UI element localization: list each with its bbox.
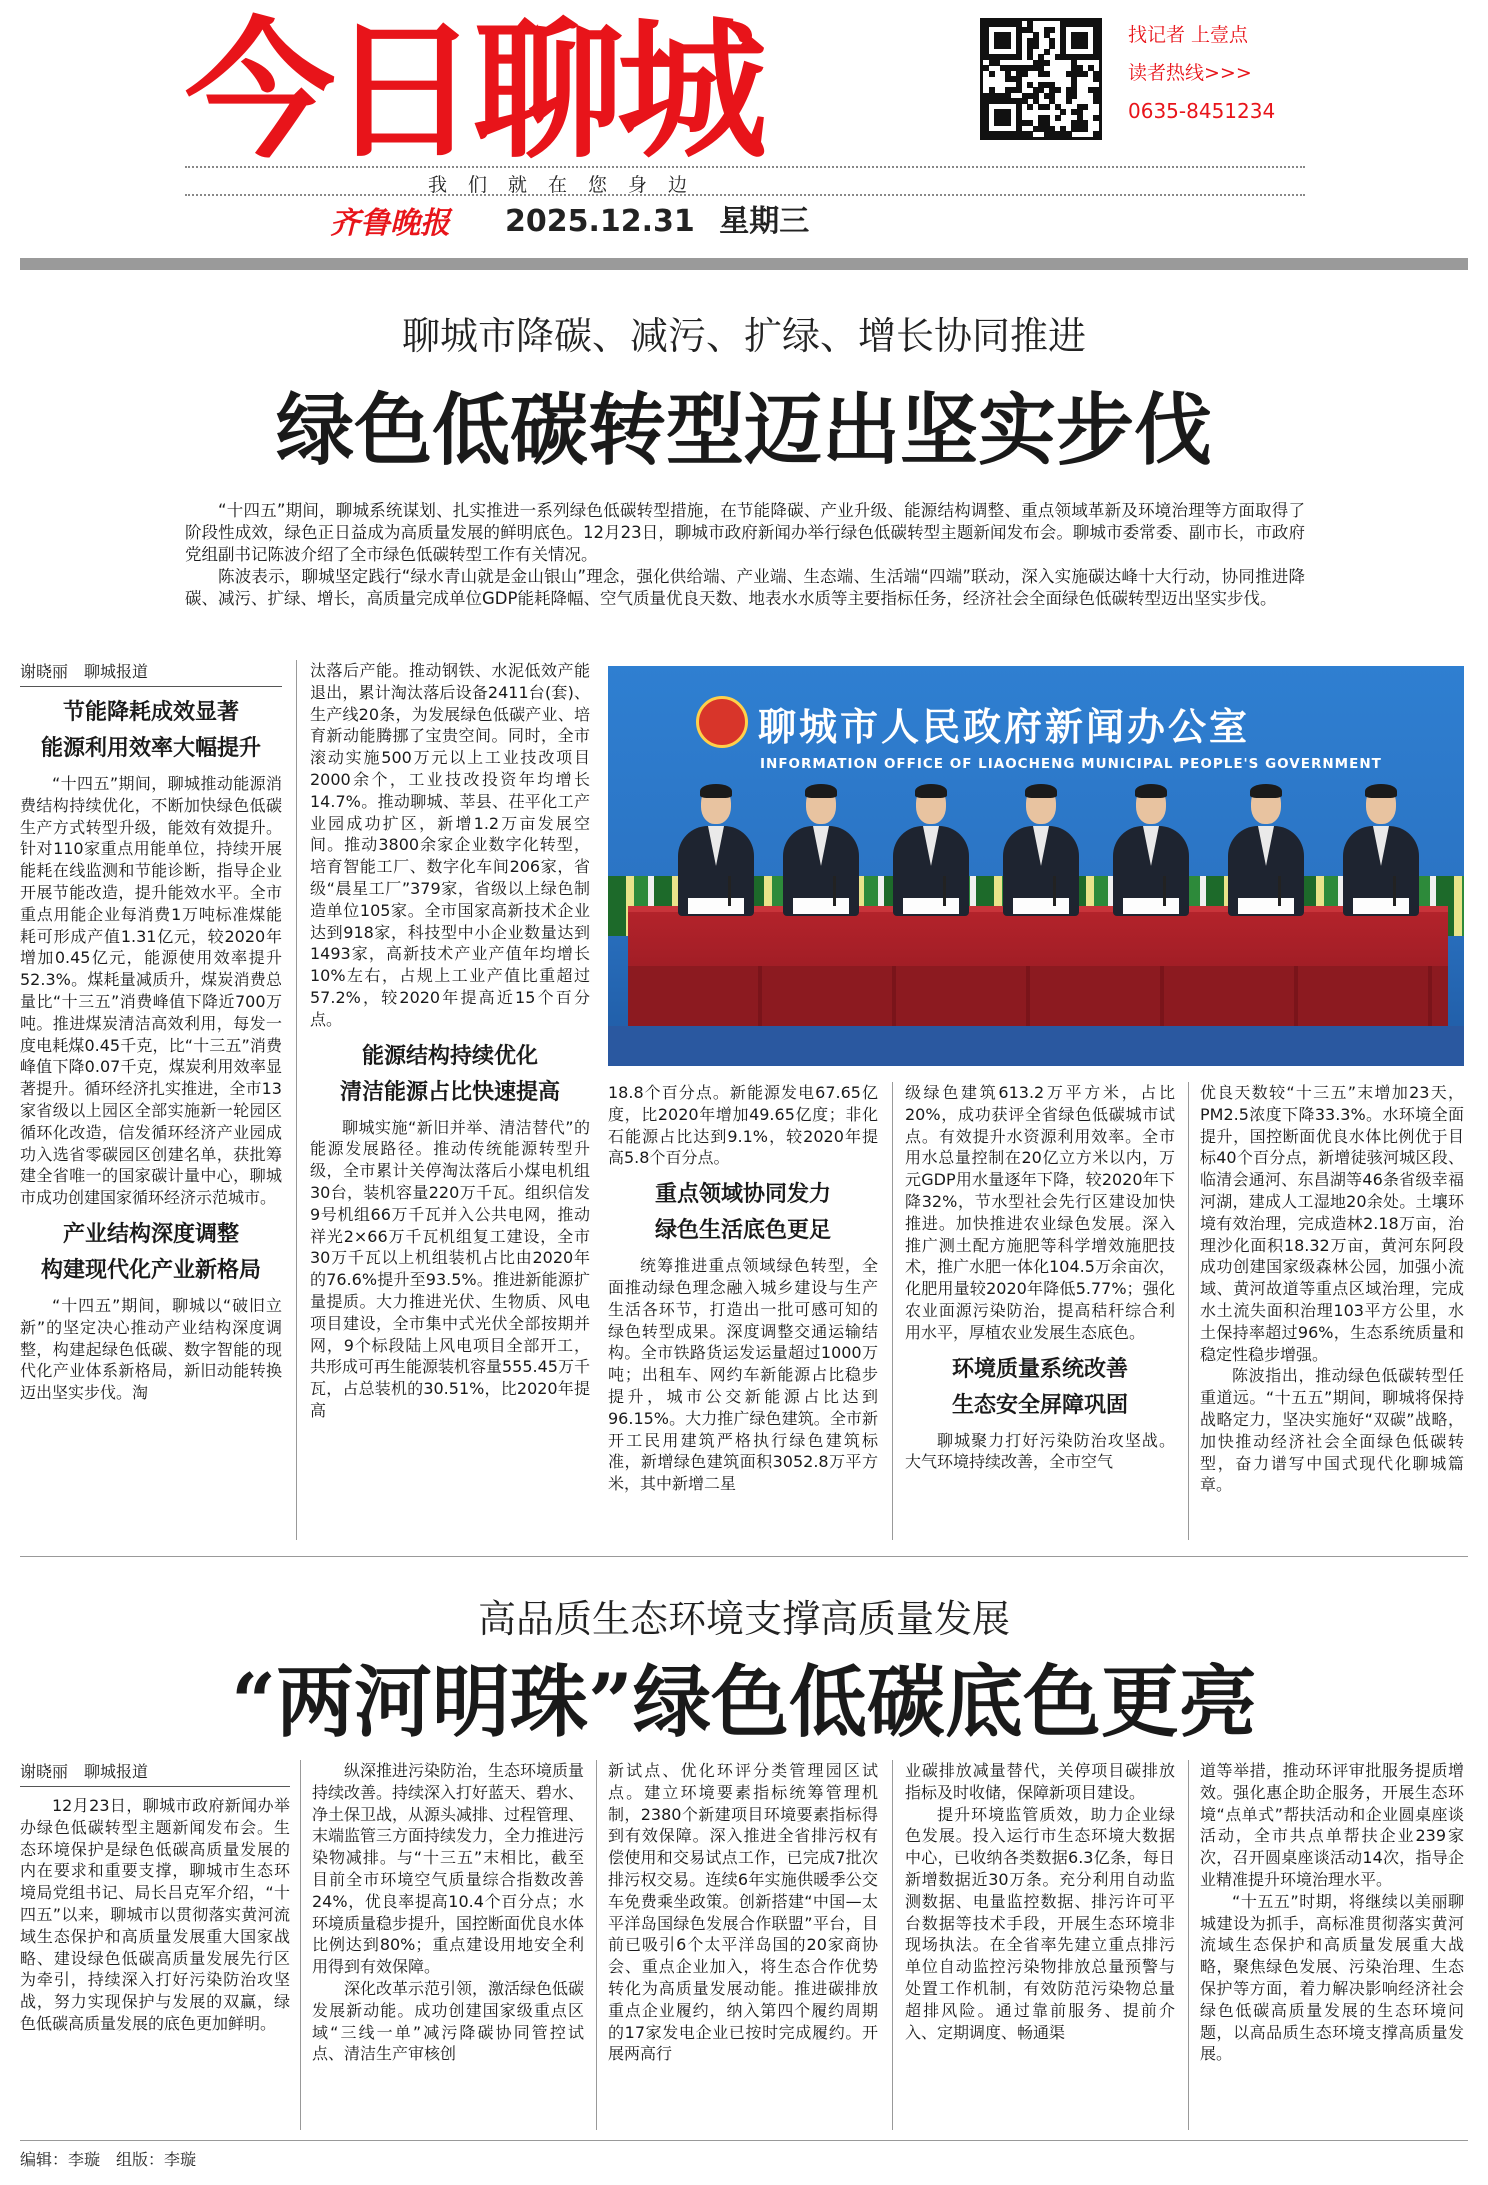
subheading-line: 绿色生活底色更足 [654, 1218, 831, 1244]
photo-backdrop-title: 聊城市人民政府新闻办公室 [758, 705, 1251, 749]
qr-module [1093, 76, 1099, 82]
subheading-line: 生态安全屏障巩固 [951, 1392, 1128, 1418]
article1-column-5 [1200, 1082, 1464, 1540]
section-divider [20, 1556, 1468, 1557]
body-paragraph: 纵深推进污染防治，生态环境质量持续改善。持续深入打好蓝天、碧水、净土保卫战，从源头减排、过程管理、末端监管三方面持续发力，全力推进污染物减排。与“十三五”末相比，截至目前全市环境空气质量综合指数改善24%，优良率提高10.4个百分点；水环境质量稳步提升，国控断面优良水体比例达到80%；重点建设用地安全利用得到有效保障。 [312, 1761, 584, 1977]
column-divider [892, 1760, 893, 2130]
qr-module [1066, 98, 1072, 104]
article1-column-3 [608, 1082, 878, 1540]
qr-module [1033, 43, 1039, 49]
article2-column-2 [312, 1760, 584, 2130]
article2-headline[interactable]: “两河明珠”绿色低碳底色更亮 [231, 1657, 1257, 1748]
article2-column-3 [608, 1760, 878, 2130]
lead-paragraph: “十四五”期间，聊城系统谋划、扎实推进一系列绿色低碳转型措施，在节能降碳、产业升级、能源结构调整、重点领域革新及环境治理等方面取得了阶段性成效，绿色正日益成为高质量发展的鲜明底色。12月23日，聊城市政府新闻办举行绿色低碳转型主题新闻发布会。聊城市委常委、副市长，市政府党组副书记陈波介绍了全市绿色低碳转型工作有关情况。 [185, 501, 1305, 564]
article1-lead [185, 500, 1305, 610]
subheading-line: 节能降耗成效显著 [62, 700, 239, 725]
qr-module [1082, 104, 1088, 110]
qr-module [1005, 43, 1011, 49]
hotline-line2[interactable]: 读者热线>>> [1128, 62, 1252, 84]
qr-module [1093, 115, 1099, 121]
speaker-figure [678, 786, 754, 916]
masthead-slogan: 我们就在您身边 [428, 174, 709, 196]
qr-module [1066, 131, 1072, 137]
subheading [608, 1177, 878, 1249]
issue-date [505, 196, 809, 240]
qr-module [1016, 54, 1022, 60]
qr-module [1082, 126, 1088, 132]
qr-module [1022, 71, 1028, 77]
subheading [20, 695, 282, 767]
column-divider [892, 1082, 893, 1540]
qr-module [1005, 120, 1011, 126]
body-paragraph: 优良天数较“十三五”末增加23天，PM2.5浓度下降33.3%。水环境全面提升，国控断面优良水体比例优于目标40个百分点，新增徒骇河城区段、临清会通河、东昌湖等46条省级幸福河湖，建成人工湿地20余处。土壤环境有效治理，完成造林2.18万亩，治理沙化面积18.32万亩，黄河东阿段成功创建国家级森林公园，加强小流域、黄河故道等重点区域治理，完成水土流失面积治理103平方公里，水土保持率超过96%，生态系统质量和稳定性稳步增强。 [1200, 1083, 1464, 1364]
qr-module [1027, 131, 1033, 137]
body-paragraph: 新试点、优化环评分类管理园区试点。建立环境要素指标统筹管理机制，2380个新建项目环境要素指标得到有效保障。深入推进全省排污权有偿使用和交易试点工作，已完成7批次排污权交易。连续6年实施供暖季公交车免费乘坐政策。创新搭建“中国—太平洋岛国绿色发展合作联盟”平台，目前已吸引6个太平洋岛国的20家商协会、重点企业加入，将生态合作优势转化为高质量发展动能。推进碳排放重点企业履约，纳入第四个履约周期的17家发电企业已按时完成履约。开展两高行 [608, 1761, 878, 2064]
hotline-phone[interactable]: 0635-8451234 [1128, 99, 1276, 123]
body-paragraph: “十四五”期间，聊城以“破旧立新”的坚定决心推动产业结构深度调整，构建起绿色低碳、数字智能的现代化产业体系新格局，新旧动能转换迈出坚实步伐。淘 [20, 1295, 282, 1403]
article2-column-5 [1200, 1760, 1464, 2130]
issue-weekday: 星期三 [719, 204, 810, 239]
qr-module [1044, 71, 1050, 77]
qr-module [1027, 104, 1033, 110]
microphone-icon [943, 876, 946, 906]
qr-module [1044, 104, 1050, 110]
subheading [310, 1039, 590, 1111]
byline: 谢晓丽 聊城报道 [20, 660, 282, 687]
qr-module [1044, 60, 1050, 66]
speaker-figure [783, 786, 859, 916]
subheading [20, 1217, 282, 1289]
article2-column-4 [905, 1760, 1175, 2130]
speaker-figure [893, 786, 969, 916]
reader-hotline [1128, 16, 1318, 130]
body-paragraph: 汰落后产能。推动钢铁、水泥低效产能退出，累计淘汰落后设备2411台(套)、生产线20条，为发展绿色低碳产业、培育新动能腾挪了宝贵空间。同时，全市滚动实施500万元以上工业技改项目2000余个，工业技改投资年均增长14.7%。推动聊城、莘县、茌平化工产业园成功扩区，新增1.2万亩发展空间。推动3800余家企业数字化转型，培育智能工厂、数字化车间206家，省级“晨星工厂”379家，省级以上绿色制造单位105家。全市国家高新技术企业达到918家，科技型中小企业数量达到1493家，高新技术产业产值年均增长10%左右，占规上工业产值比重超过57.2%，较2020年提高近15个百分点。 [310, 661, 590, 1029]
qr-module [1055, 115, 1061, 121]
article1-column-2 [310, 660, 590, 1540]
nameplate [1353, 898, 1409, 914]
body-paragraph: 统筹推进重点领域绿色转型，全面推动绿色理念融入城乡建设与生产生活各环节，打造出一批可感可知的绿色转型成果。深度调整交通运输结构。全市铁路货运发运量超过1000万吨；出租车、网约车新能源占比稳步提升，城市公交新能源占比达到96.15%。大力推广绿色建筑。全市新开工民用建筑严格执行绿色建筑标准，新增绿色建筑面积3052.8万平方米，其中新增二星 [608, 1256, 878, 1494]
article1-headline[interactable]: 绿色低碳转型迈出坚实步伐 [275, 385, 1212, 476]
qr-module [1060, 109, 1066, 115]
column-divider [1188, 1760, 1189, 2130]
stage-carpet [608, 1026, 1464, 1066]
lead-paragraph: 陈波表示，聊城坚定践行“绿水青山就是金山银山”理念，强化供给端、产业端、生态端、生活端“四端”联动，深入实施碳达峰十大行动，协同推进降碳、减污、扩绿、增长，高质量完成单位GDP能耗降幅、空气质量优良天数、地表水水质等主要指标任务，经济社会全面绿色低碳转型迈出坚实步伐。 [185, 567, 1305, 608]
body-paragraph: “十四五”期间，聊城推动能源消费结构持续优化，不断加快绿色低碳生产方式转型升级，能效有效提升。针对110家重点用能单位，持续开展能耗在线监测和节能诊断，指导企业开展节能改造，提升能效水平。全市重点用能企业每消费1万吨标准煤能耗可形成产值1.31亿元，较2020年增加0.45亿元，能源使用效率提升52.3%。煤耗量减质升，煤炭消费总量比“十三五”消费峰值下降近700万吨。推进煤炭清洁高效利用，每发一度电耗煤0.45千克，比“十三五”消费峰值下降0.07千克，煤炭利用效率显著提升。循环经济扎实推进，全市13家省级以上园区全部实施新一轮园区循环化改造，信发循环经济产业园成功入选省零碳园区创建名单，获批筹建全省唯一的国家碳计量中心，聊城市成功创建国家循环经济示范城市。 [20, 774, 282, 1208]
article2-kicker: 高品质生态环境支撑高质量发展 [477, 1597, 1010, 1641]
microphone-icon [1053, 876, 1056, 906]
microphone-icon [728, 876, 731, 906]
column-divider [596, 1760, 597, 2130]
body-paragraph: “十五五”时期，将继续以美丽聊城建设为抓手，高标准贯彻落实黄河流域生态保护和高质量发展重大战略，聚焦绿色发展、污染治理、生态保护等方面，着力解决影响经济社会绿色低碳高质量发展的生态环境问题，以高品质生态环境支撑高质量发展。 [1200, 1891, 1464, 2064]
subheading-line: 构建现代化产业新格局 [40, 1257, 261, 1283]
microphone-icon [1393, 876, 1396, 906]
body-paragraph: 12月23日，聊城市政府新闻办举办绿色低碳转型主题新闻发布会。生态环境保护是绿色低碳高质量发展的内在要求和重要支撑，聊城市生态环境局党组书记、局长吕克军介绍，“十四五”以来，聊城市以贯彻落实黄河流域生态保护和高质量发展重大国家战略、建设绿色低碳高质量发展先行区为牵引，持续深入打好污染防治攻坚战，努力实现保护与发展的双赢，绿色低碳高质量发展的底色更加鲜明。 [20, 1796, 290, 2033]
footer-credits: 编辑：李璇 组版：李璇 [20, 2150, 197, 2169]
footer-divider [20, 2140, 1468, 2141]
column-divider [296, 660, 297, 1540]
body-paragraph: 级绿色建筑613.2万平方米，占比20%，成功获评全省绿色低碳城市试点。有效提升水资源利用效率。全市用水总量控制在20亿立方米以内，万元GDP用水量逐年下降，较2020年下降32%，节水型社会先行区建设加快推进。加快推进农业绿色发展。深入推广测土配方施肥等科学增效施肥技术，推广水肥一体化104.5万余亩次，化肥用量较2020年降低5.77%；强化农业面源污染防治，提高秸秆综合利用水平，厚植农业发展生态底色。 [905, 1083, 1175, 1342]
qr-module [1044, 49, 1050, 55]
byline: 谢晓丽 聊城报道 [20, 1760, 290, 1787]
qr-code-icon[interactable] [980, 18, 1102, 140]
qr-module [1082, 43, 1088, 49]
nameplate [1013, 898, 1069, 914]
paper-name: 齐鲁晚报 [330, 206, 450, 241]
top-rule [20, 258, 1468, 270]
body-paragraph: 18.8个百分点。新能源发电67.65亿度，比2020年增加49.65亿度；非化石能源占比达到9.1%，较2020年提高5.8个百分点。 [608, 1083, 878, 1168]
press-conference-photo[interactable] [608, 666, 1464, 1066]
speaker-figure [1113, 786, 1189, 916]
qr-module [1082, 71, 1088, 77]
article1-kicker: 聊城市降碳、减污、扩绿、增长协同推进 [401, 314, 1086, 358]
qr-module [1071, 93, 1077, 99]
qr-module [1049, 27, 1055, 33]
microphone-icon [833, 876, 836, 906]
nameplate [1238, 898, 1294, 914]
qr-module [1093, 54, 1099, 60]
subheading [905, 1352, 1175, 1424]
nameplate [903, 898, 959, 914]
qr-module [1093, 131, 1099, 137]
article1-column-4 [905, 1082, 1175, 1540]
body-paragraph: 深化改革示范引领，激活绿色低碳发展新动能。成功创建国家级重点区域“三线一单”减污降碳协同管控试点、清洁生产审核创 [312, 1978, 584, 2064]
column-divider [300, 1760, 301, 2130]
qr-module [1093, 98, 1099, 104]
body-paragraph: 业碳排放减量替代，关停项目碳排放指标及时收储，保障新项目建设。 [905, 1761, 1175, 1802]
subheading-line: 能源利用效率大幅提升 [40, 736, 261, 761]
body-paragraph: 陈波指出，推动绿色低碳转型任重道远。“十五五”期间，聊城将保持战略定力，坚决实施好“双碳”战略，加快推动经济社会全面绿色低碳转型，奋力谱写中国式现代化聊城篇章。 [1200, 1366, 1464, 1495]
subheading-line: 清洁能源占比快速提高 [339, 1079, 560, 1105]
column-divider [1188, 1082, 1189, 1540]
nameplate [688, 898, 744, 914]
qr-module [1055, 87, 1061, 93]
body-paragraph: 道等举措，推动环评审批服务提质增效。强化惠企助企服务，开展生态环境“点单式”帮扶活动和企业圆桌座谈活动，全市共点单帮扶企业239家次，召开圆桌座谈活动14次，指导企业精准提升环境治理水平。 [1200, 1761, 1464, 1889]
article1-column-1 [20, 660, 282, 1540]
subheading-line: 能源结构持续优化 [361, 1043, 538, 1069]
microphone-icon [1278, 876, 1281, 906]
qr-module [989, 71, 995, 77]
body-paragraph: 聊城实施“新旧并举、清洁替代”的能源发展路径。推动传统能源转型升级，全市累计关停淘汰落后小煤电机组30台，装机容量220万千瓦。组织信发9号机组66万千瓦并入公共电网，推动祥光2×66万千瓦机组复工建设，全市30万千瓦以上机组装机占比由2020年的76.6%提升至93.5%。推进新能源扩量提质。大力推进光伏、生物质、风电项目建设，全市集中式光伏全部按期并网，9个标段陆上风电项目全部开工，共形成可再生能源装机容量555.45万千瓦，占总装机的30.51%，比2020年提高 [310, 1117, 590, 1420]
qr-module [1049, 43, 1055, 49]
subheading-line: 产业结构深度调整 [62, 1221, 239, 1247]
masthead-logo: 今日聊城 [185, 8, 762, 176]
issue-date-value: 2025.12.31 [505, 204, 695, 239]
masthead-divider [185, 166, 1305, 168]
article2-column-1 [20, 1760, 290, 2130]
subheading-line: 环境质量系统改善 [951, 1356, 1128, 1382]
nameplate [793, 898, 849, 914]
emblem-icon [696, 696, 748, 748]
body-paragraph: 提升环境监管质效，助力企业绿色发展。投入运行市生态环境大数据中心，已收纳各类数据6.3亿条，每日新增数据近30万条。充分利用自动监测数据、电量监控数据、排污许可平台数据等技术手段，开展生态环境非现场执法。在全省率先建立重点排污单位自动监控污染物排放总量预警与处置工作机制，有效防范污染物总量超排风险。通过靠前服务、提前介入、定期调度、畅通渠 [905, 1804, 1175, 2042]
photo-backdrop-subtitle: INFORMATION OFFICE OF LIAOCHENG MUNICIPAL PEOPLE'S GOVERNMENT [760, 756, 1382, 772]
speaker-figure [1228, 786, 1304, 916]
nameplate [1123, 898, 1179, 914]
hotline-line1: 找记者 上壹点 [1128, 24, 1249, 46]
subheading-line: 重点领域协同发力 [654, 1182, 831, 1208]
speaker-figure [1003, 786, 1079, 916]
body-paragraph: 聊城聚力打好污染防治攻坚战。大气环境持续改善，全市空气 [905, 1430, 1175, 1472]
speaker-figure [1343, 786, 1419, 916]
microphone-icon [1163, 876, 1166, 906]
